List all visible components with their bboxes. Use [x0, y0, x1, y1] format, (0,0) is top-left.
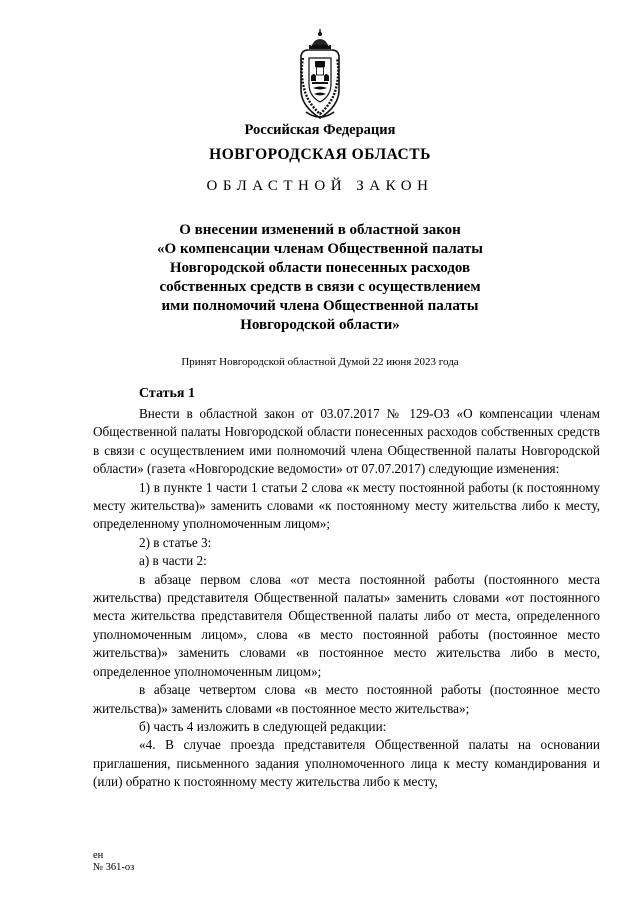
law-title-line: собственных средств в связи с осуществлением — [159, 279, 481, 295]
law-title-line: ими полномочий члена Общественной палаты — [161, 298, 479, 314]
body-paragraph: в абзаце четвертом слова «в место постоянной работы (постоянное место жительства)» заменить словами «в постоянное место жительства»; — [93, 682, 600, 716]
body-paragraph: «4. В случае проезда представителя Общественной палаты на основании приглашения, письменного задания уполномоченного лица к месту командирования и (или) обратно к постоянному месту жительства либо к месту, — [93, 737, 600, 790]
document-footer — [93, 850, 134, 874]
law-title-line: Новгородской области понесенных расходов — [169, 260, 471, 276]
document-body — [93, 405, 600, 792]
crown-icon — [309, 29, 331, 49]
footer-initials: ен — [93, 850, 104, 861]
body-paragraph: 2) в статье 3: — [139, 534, 212, 550]
body-paragraph: а) в части 2: — [139, 553, 207, 569]
article-heading: Статья 1 — [139, 386, 195, 401]
law-title — [90, 221, 550, 335]
country-heading: Российская Федерация — [244, 122, 396, 138]
law-title-line: «О компенсации членам Общественной палаты — [157, 241, 483, 257]
region-heading: НОВГОРОДСКАЯ ОБЛАСТЬ — [209, 146, 431, 163]
body-paragraph: в абзаце первом слова «от места постоянной работы (постоянного места жительства) представителя Общественной палаты» заменить словами «от постоянного места жительства представителя Общественной палаты либо от места, определенного уполномоченным лицом», слова «в место постоянной работы (постоянное место жительства)» заменить словами «в постоянное место жительства либо в место, определенное уполномоченным лицом»; — [93, 571, 600, 679]
footer-doc-number: № 361-оз — [93, 862, 135, 873]
adoption-note: Принят Новгородской областной Думой 22 июня 2023 года — [181, 356, 459, 368]
body-paragraph: 1) в пункте 1 части 1 статьи 2 слова «к месту постоянной работы (к постоянному месту жительства)» заменить словами «к постоянному месту жительства либо к месту, определенному уполномоченным лицом»; — [93, 479, 600, 532]
body-paragraph: Внести в областной закон от 03.07.2017 № 129-ОЗ «О компенсации членам Общественной палаты Новгородской области понесенных расходов собственных средств в связи с осуществлением ими полномочий члена Общественной палаты Новгородской области» (газета «Новгородские ведомости» от 07.07.2017) следующие изменения: — [93, 406, 600, 477]
coat-of-arms-emblem — [298, 28, 342, 124]
law-title-line: Новгородской области» — [240, 317, 400, 333]
law-title-line: О внесении изменений в областной закон — [179, 222, 461, 238]
law-type-heading: ОБЛАСТНОЙ ЗАКОН — [206, 178, 434, 194]
body-paragraph: б) часть 4 изложить в следующей редакции: — [139, 718, 387, 734]
